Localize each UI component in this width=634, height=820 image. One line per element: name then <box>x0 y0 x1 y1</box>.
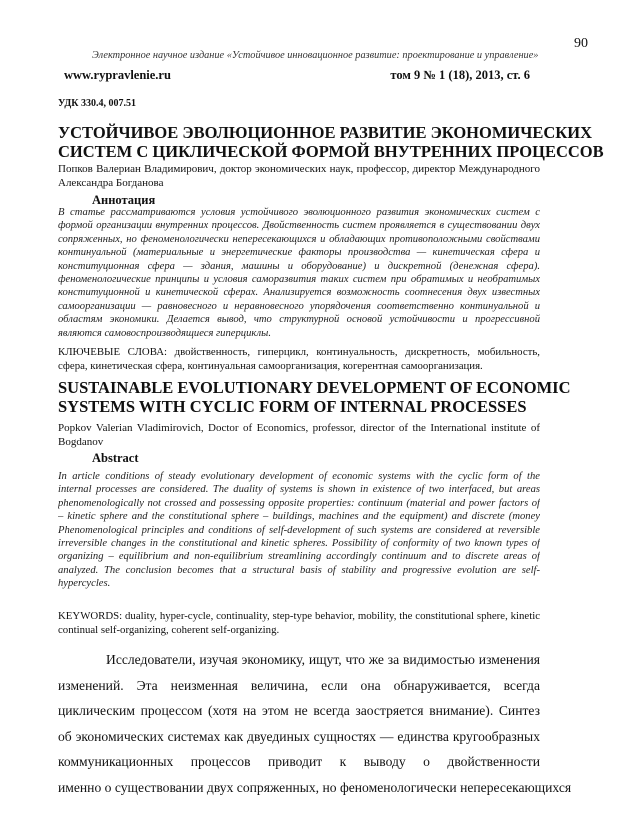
text-line: Popkov Valerian Vladimirovich, Doctor of Economics, professor, director of the International institute of <box>58 422 540 434</box>
text-line: циклическим процессом (хотя на этом не всегда заостряется внимание). Синтез <box>58 703 540 719</box>
body-paragraph <box>58 647 572 801</box>
text-line: самоорганизации — равновесного и неравновесного упорядочения соответственно континуальной и <box>58 300 540 312</box>
text-line: analyzed. The conclusion becomes that a structural basis of stability and progressive evolution are self- <box>58 564 540 576</box>
issue-info: том 9 № 1 (18), 2013, ст. 6 <box>390 68 530 82</box>
text-line: organizing – equilibrium and non-equilibrium streamlining accordingly continuum and to discrete areas of <box>58 551 540 563</box>
text-line: hypercycles. <box>58 578 111 590</box>
en-author <box>58 421 540 449</box>
text-line: изменений. Эта неизменная величина, если она обнаруживается, всегда <box>58 677 540 693</box>
website-link[interactable]: www.rypravlenie.ru <box>64 68 171 82</box>
text-line: конституционной и кинетической сферах. Анализируется возможность соотнесения двух известных <box>58 287 540 299</box>
ru-author <box>58 162 540 190</box>
text-line: конституционная сфера — здания, машины и оборудование) и дискретной (денежная сфера). <box>58 260 540 272</box>
text-line: SYSTEMS WITH CYCLIC FORM OF INTERNAL PROCESSES <box>58 397 527 416</box>
text-line: именно о существовании двух сопряженных, но феноменологически непересекающихся <box>58 779 572 795</box>
text-line: УСТОЙЧИВОЕ ЭВОЛЮЦИОННОЕ РАЗВИТИЕ ЭКОНОМИЧЕСКИХ <box>58 123 593 142</box>
text-line: коммуникационных процессов приводит к выводу о двойственности <box>58 754 540 770</box>
text-line: сфера, кинетическая сфера, континуальная самоорганизация, когерентная самоорганизация. <box>58 359 483 372</box>
ru-title <box>58 123 604 161</box>
ru-abstract <box>58 206 540 340</box>
page-number: 90 <box>574 36 588 51</box>
text-line: In article conditions of steady evolutionary development of economic systems with the cyclic form of the <box>58 471 540 482</box>
text-line: Bogdanov <box>58 436 104 448</box>
en-abstract <box>58 470 540 591</box>
text-line: сопряженных, но феноменологически непересекающихся и обладающих противоположными свойствами <box>58 233 540 245</box>
udk-code: УДК 330.4, 007.51 <box>58 98 136 109</box>
text-line: continual self-organizing, coherent self-organizing. <box>58 623 280 636</box>
text-line: являются самовоспроизводящиеся гиперциклы. <box>58 327 271 339</box>
ru-abstract-heading: Аннотация <box>92 193 156 207</box>
en-title <box>58 378 571 416</box>
text-line: КЛЮЧЕВЫЕ СЛОВА: двойственность, гиперцикл, континуальность, дискретность, мобильность, <box>58 346 540 358</box>
en-keywords <box>58 610 540 637</box>
text-line: phenomenologically not crossed and possessing opposite properties: continuum (material and power factors of <box>58 497 540 509</box>
text-line: областям экономики. Делается вывод, что структурной основой устойчивости и прогрессивной <box>58 314 540 326</box>
text-line: Phenomenological principles and conditions of self-development of such systems are considered at reversible <box>58 524 540 536</box>
text-line: Исследователи, изучая экономику, ищут, что же за видимостью изменения <box>106 652 540 667</box>
text-line: формой организации внутренних процессов. Двойственность систем проявляется в существовании двух <box>58 220 540 232</box>
journal-name: Электронное научное издание «Устойчивое инновационное развитие: проектирование и управление» <box>92 50 539 61</box>
text-line: irreversible changes in the constitutional and kinetic spheres. Possibility of conformity of two known types of <box>58 537 540 549</box>
en-abstract-heading: Abstract <box>92 451 139 465</box>
text-line: феноменологические принципы и условия саморазвития таких систем при обратимых и необратимых <box>58 273 540 285</box>
text-line: об экономических системах как двуединых сущностях — единства кругообразных <box>58 728 540 744</box>
ru-keywords <box>58 346 540 373</box>
text-line: континуальной (материальные и энергетические факторы производства — кинетическая сфера и <box>58 247 540 259</box>
text-line: СИСТЕМ С ЦИКЛИЧЕСКОЙ ФОРМОЙ ВНУТРЕННИХ ПРОЦЕССОВ <box>58 142 604 161</box>
text-line: KEYWORDS: duality, hyper-cycle, continuality, step-type behavior, mobility, the constitutional sphere, kinetic <box>58 610 540 622</box>
text-line: SUSTAINABLE EVOLUTIONARY DEVELOPMENT OF ECONOMIC <box>58 378 571 397</box>
text-line: Попков Валериан Владимирович, доктор экономических наук, профессор, директор Международного <box>58 163 540 175</box>
text-line: В статье рассматриваются условия устойчивого эволюционного развития экономических систем с <box>58 207 540 218</box>
text-line: – kinetic sphere and the constitutional sphere – buildings, machines and the equipment) and discrete (money <box>58 511 540 523</box>
text-line: internal processes are considered. The duality of systems is shown in existence of two interfaced, but areas <box>58 484 540 496</box>
text-line: Александра Богданова <box>58 177 164 189</box>
